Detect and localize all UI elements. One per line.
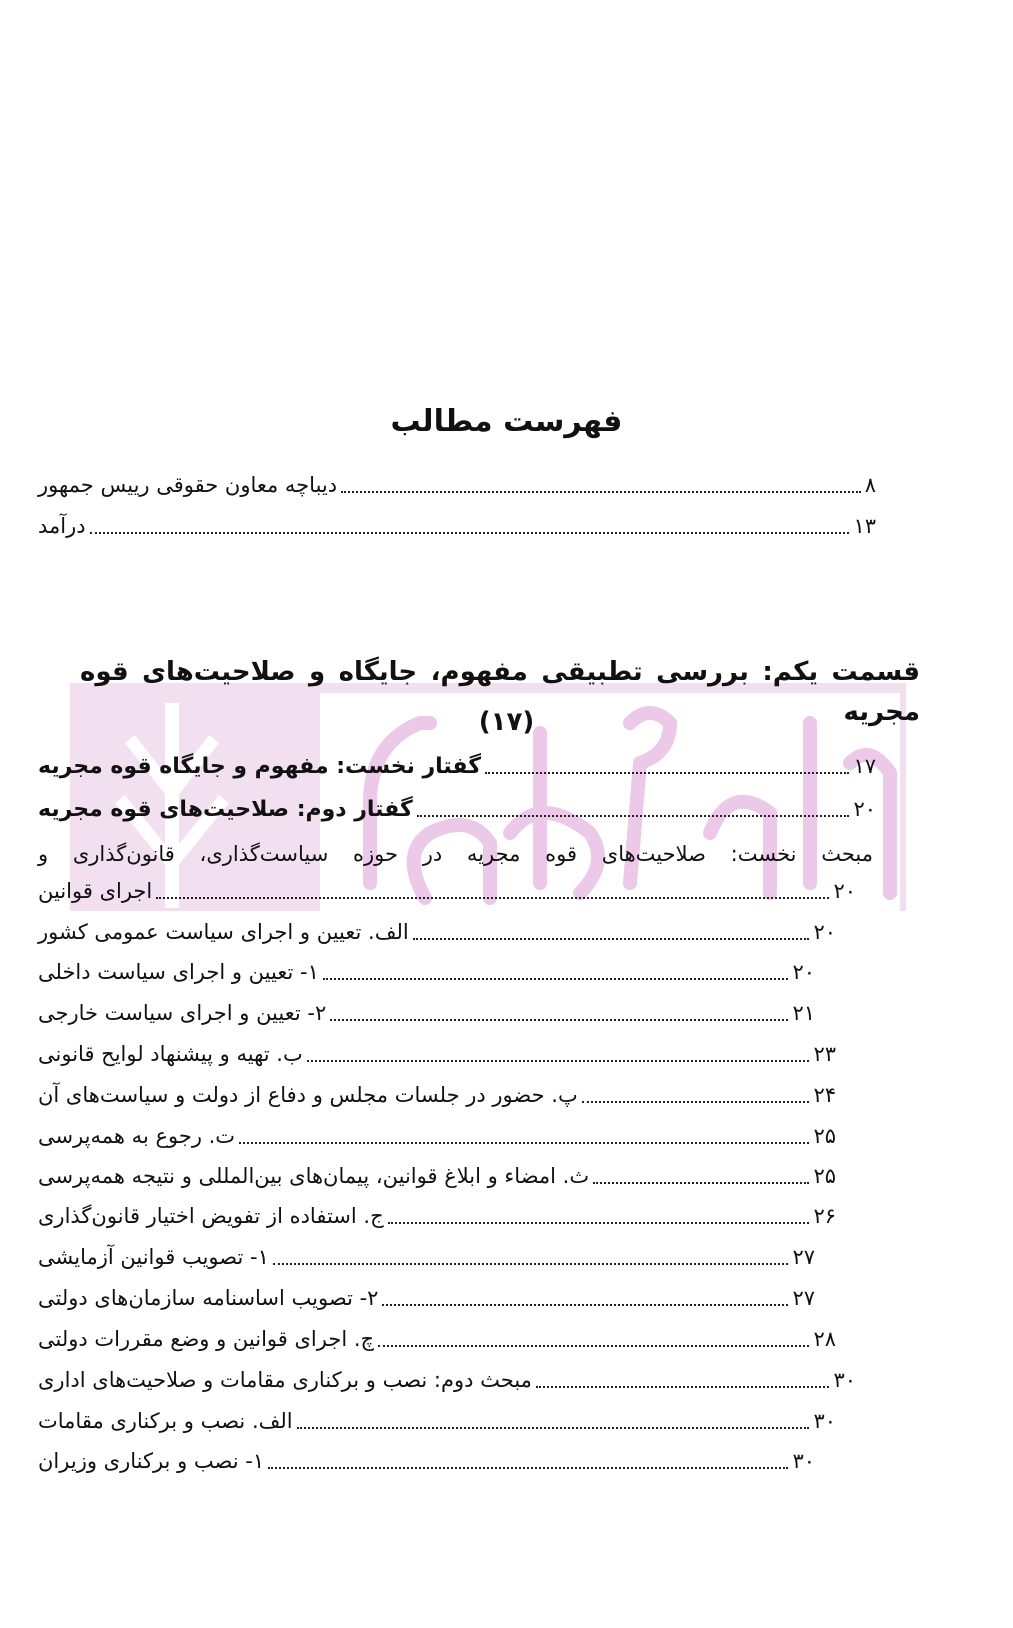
toc-entry[interactable] (38, 1156, 836, 1196)
toc-entry-page: ۲۷ (792, 1245, 815, 1269)
toc-entry[interactable] (38, 952, 815, 992)
toc-entry-label: اجرای قوانین (38, 879, 153, 903)
toc-entry-label: ث. امضاء و ابلاغ قوانین، پیمان‌های بین‌المللی و نتیجه همه‌پرسی (38, 1164, 590, 1188)
toc-entry-label-line1: مبحث نخست: صلاحیت‌های قوه مجریه در حوزه سیاست‌گذاری، قانون‌گذاری و (38, 842, 873, 866)
leader-dots (156, 897, 829, 899)
leader-dots (413, 938, 810, 940)
toc-entry-page: ۲۰ (813, 920, 836, 944)
toc-entry-label: گفتار دوم: صلاحیت‌های قوه مجریه (38, 797, 413, 822)
toc-entry-page: ۲۴ (813, 1083, 836, 1107)
toc-entry-page: ۳۰ (792, 1449, 815, 1473)
leader-dots (536, 1386, 830, 1388)
toc-entry-label: ۱- تصویب قوانین آزمایشی (38, 1245, 269, 1269)
toc-entry-page: ۲۸ (813, 1327, 836, 1351)
toc-entry[interactable] (38, 506, 876, 546)
toc-entry-page: ۲۶ (813, 1204, 836, 1228)
toc-entry[interactable] (38, 1360, 856, 1400)
leader-dots (323, 978, 789, 980)
toc-entry-label: درآمد (38, 514, 86, 538)
toc-entry-label: ۱- نصب و برکناری وزیران (38, 1449, 265, 1473)
toc-entry-page: ۱۳ (853, 514, 876, 538)
toc-entry-label: ۲- تصویب اساسنامه سازمان‌های دولتی (38, 1286, 379, 1310)
leader-dots (485, 772, 849, 774)
toc-entry[interactable] (38, 1075, 836, 1115)
toc-entry[interactable] (38, 1237, 815, 1277)
toc-entry[interactable] (38, 993, 815, 1033)
toc-entry-page: ۲۰ (833, 879, 856, 903)
toc-entry-label: پ. حضور در جلسات مجلس و دفاع از دولت و سیاست‌های آن (38, 1083, 578, 1107)
toc-entry[interactable] (38, 1196, 836, 1236)
toc-entry[interactable] (38, 1441, 815, 1481)
leader-dots (417, 815, 850, 817)
leader-dots (593, 1182, 809, 1184)
toc-entry-label: دیباچه معاون حقوقی رییس جمهور (38, 473, 338, 497)
toc-entry[interactable] (38, 1319, 836, 1359)
toc-entry-label: ج. استفاده از تفویض اختیار قانون‌گذاری (38, 1204, 384, 1228)
leader-dots (273, 1263, 789, 1265)
toc-entry[interactable] (38, 871, 856, 911)
toc-entry-label: ت. رجوع به همه‌پرسی (38, 1124, 236, 1148)
leader-dots (297, 1427, 810, 1429)
toc-entry-page: ۲۷ (792, 1286, 815, 1310)
leader-dots (268, 1467, 788, 1469)
toc-entry[interactable] (38, 465, 876, 505)
leader-dots (330, 1019, 788, 1021)
leader-dots (378, 1345, 809, 1347)
leader-dots (307, 1060, 810, 1062)
leader-dots (388, 1222, 810, 1224)
toc-entry[interactable] (38, 1278, 815, 1318)
toc-entry[interactable] (38, 789, 876, 829)
toc-entry[interactable] (38, 912, 836, 952)
toc-entry-label: الف. نصب و برکناری مقامات (38, 1409, 293, 1433)
toc-entry-label: گفتار نخست: مفهوم و جایگاه قوه مجریه (38, 754, 482, 779)
toc-entry-page: ۳۰ (813, 1409, 836, 1433)
toc-entry[interactable] (38, 1034, 836, 1074)
part-heading-page: (۱۷) (478, 707, 535, 737)
part-heading: قسمت یکم: بررسی تطبیقی مفهوم، جایگاه و صلاحیت‌های قوه مجریه (80, 657, 920, 727)
toc-entry-page: ۲۵ (813, 1124, 836, 1148)
leader-dots (239, 1142, 809, 1144)
toc-entry-page: ۲۰ (853, 797, 876, 821)
toc-entry-label: ۱- تعیین و اجرای سیاست داخلی (38, 960, 319, 984)
toc-entry-page: ۸ (864, 473, 876, 497)
toc-entry-page: ۱۷ (853, 754, 876, 778)
toc-entry-page: ۳۰ (833, 1368, 856, 1392)
leader-dots (90, 532, 850, 534)
toc-entry-label: چ. اجرای قوانین و وضع مقررات دولتی (38, 1327, 375, 1351)
toc-entry-label: ۲- تعیین و اجرای سیاست خارجی (38, 1001, 327, 1025)
leader-dots (341, 491, 861, 493)
toc-entry-label: مبحث دوم: نصب و برکناری مقامات و صلاحیت‌های اداری (38, 1368, 532, 1392)
toc-entry[interactable] (38, 1116, 836, 1156)
leader-dots (382, 1304, 788, 1306)
leader-dots (582, 1101, 810, 1103)
page-title: فهرست مطالب (390, 404, 623, 439)
toc-entry-page: ۲۳ (813, 1042, 836, 1066)
toc-entry-page: ۲۵ (813, 1164, 836, 1188)
toc-entry[interactable] (38, 1401, 836, 1441)
toc-entry-label: ب. تهیه و پیشنهاد لوایح قانونی (38, 1042, 303, 1066)
toc-entry[interactable] (38, 746, 876, 786)
toc-entry-page: ۲۱ (792, 1001, 815, 1025)
toc-entry-label: الف. تعیین و اجرای سیاست عمومی کشور (38, 920, 409, 944)
toc-entry-page: ۲۰ (792, 960, 815, 984)
